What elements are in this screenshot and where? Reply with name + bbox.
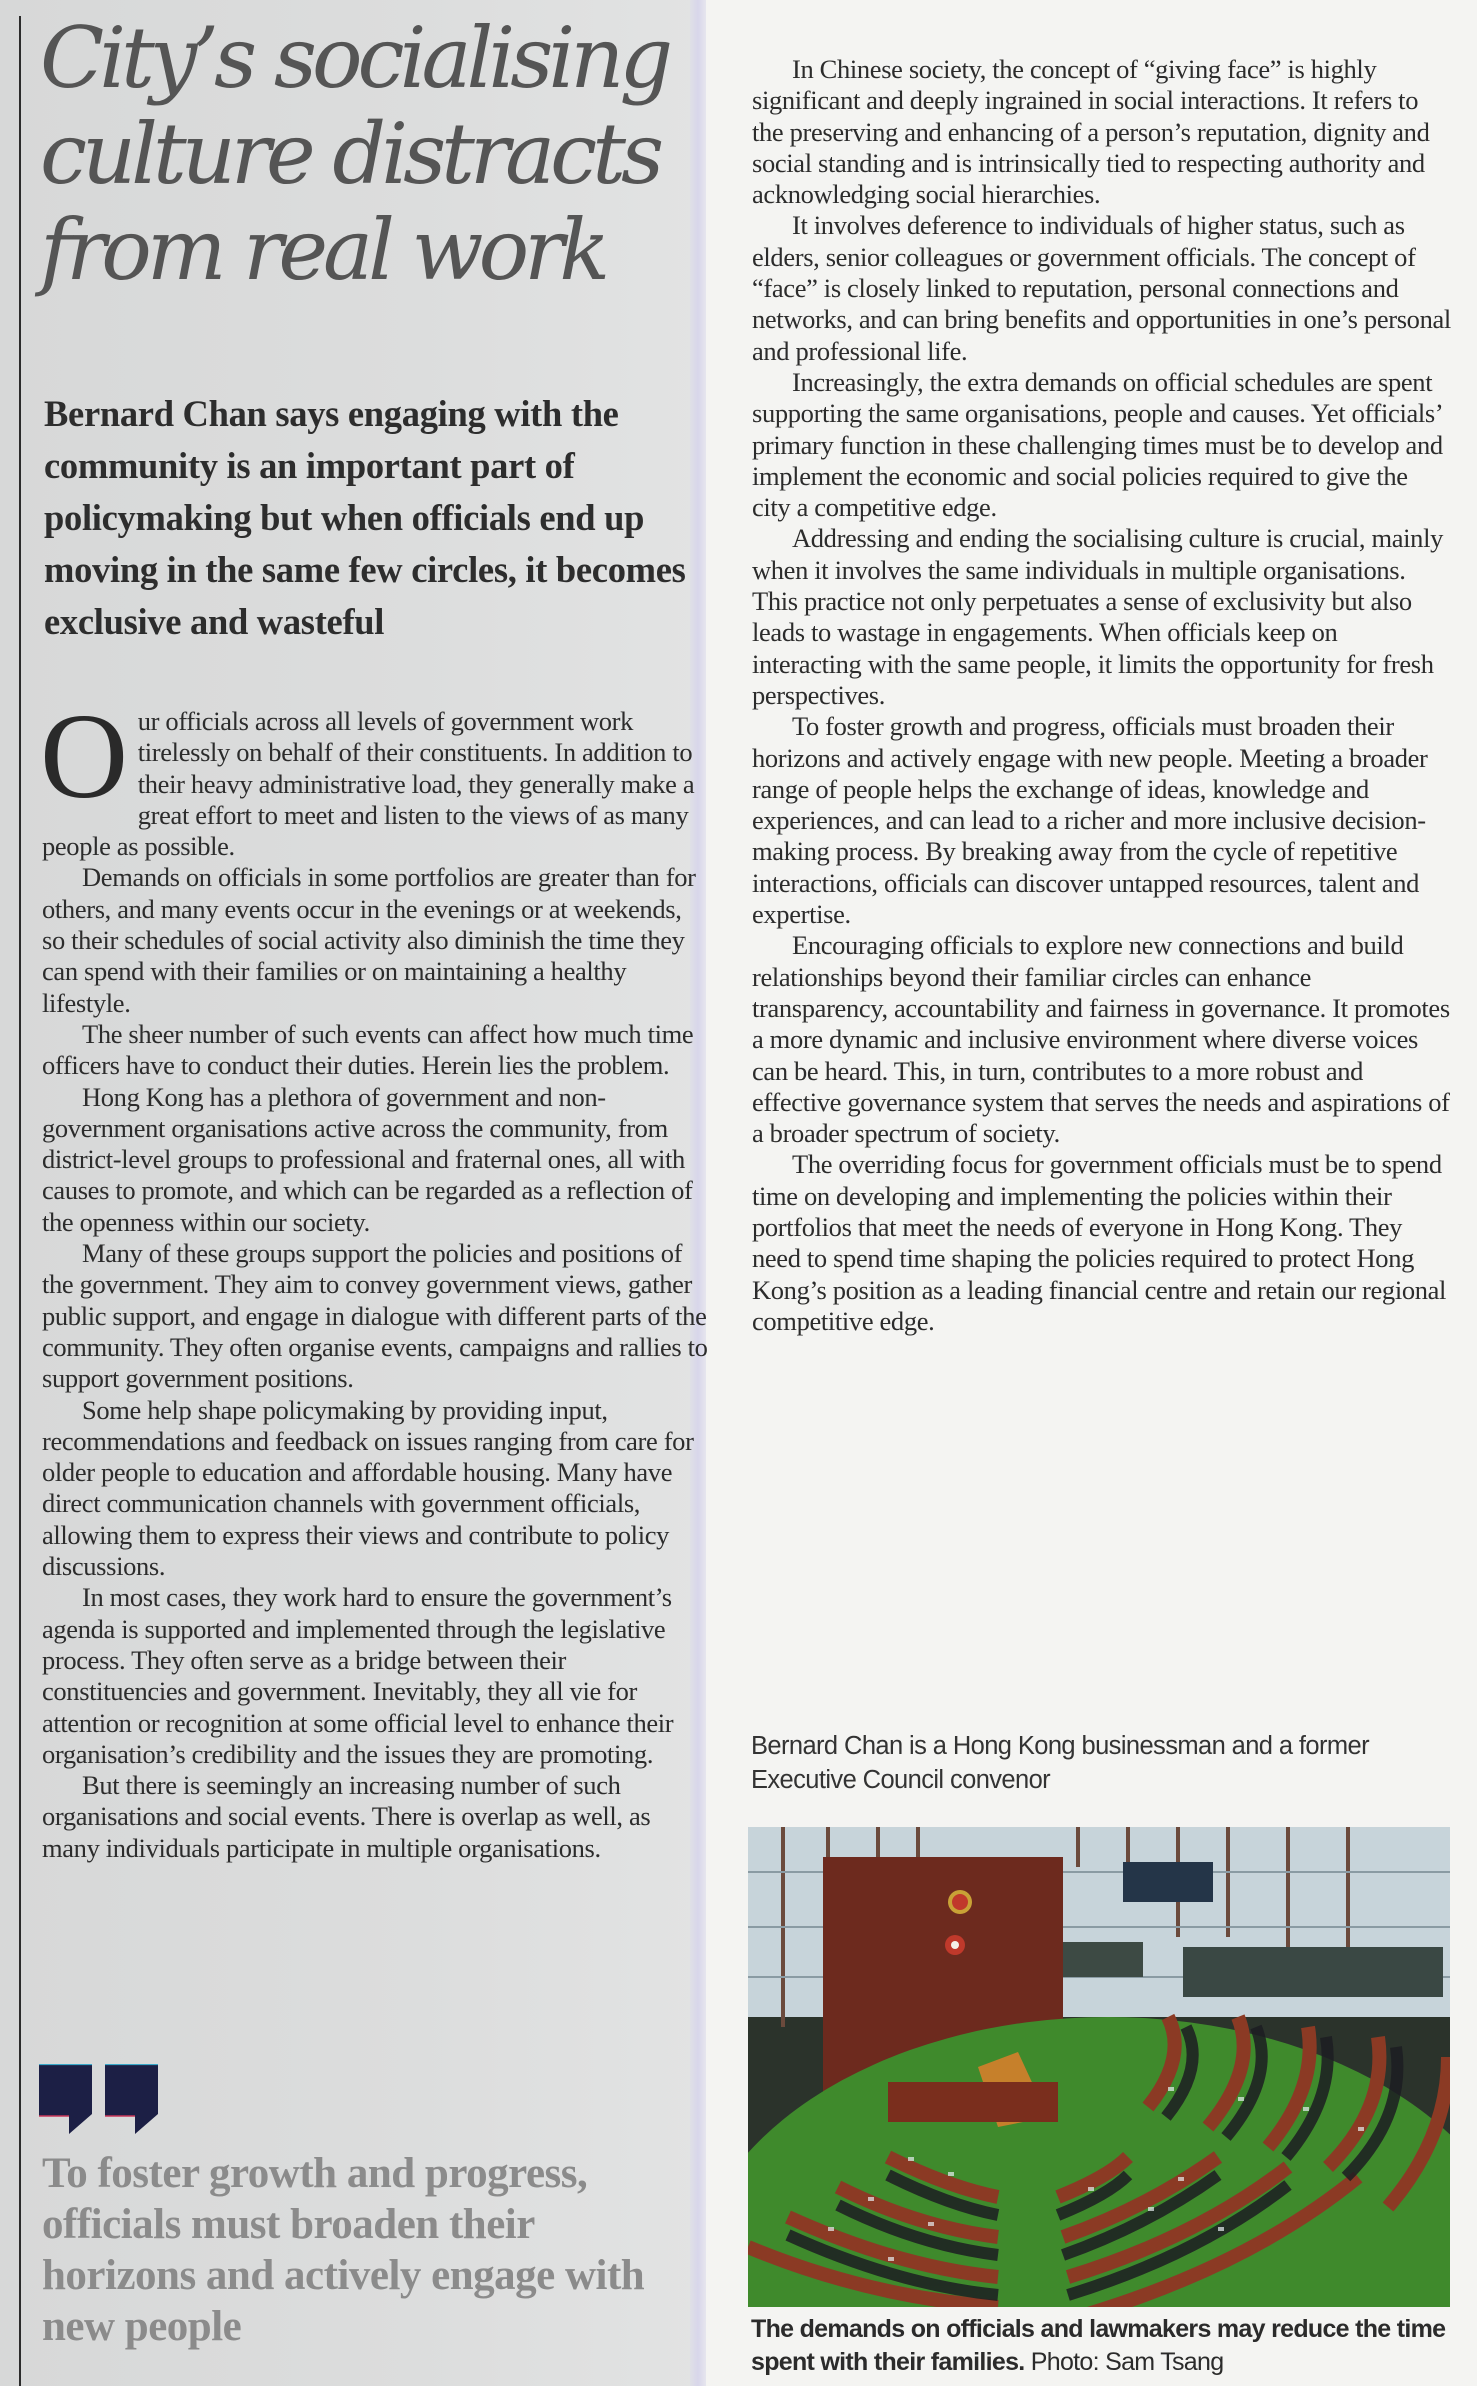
caption-text: The demands on officials and lawmakers may reduce the time spent with their families.: [751, 2315, 1446, 2376]
body-paragraph: To foster growth and progress, officials must broaden their horizons and actively engage with new people. Meeting a broader range of people helps the exchange of ideas, knowledge and experiences, and can lead to a richer and more inclusive decision-making process. By breaking away from the cycle of repetitive interactions, officials can discover untapped resources, talent and expertise.: [752, 711, 1428, 930]
body-paragraph: Addressing and ending the socialising culture is crucial, mainly when it involves the same individuals in multiple organisations. This practice not only perpetuates a sense of exclusivity but also leads to wastage in engagements. When officials keep on interacting with the same people, it limits the opportunity for fresh perspectives.: [752, 523, 1443, 710]
body-paragraph: Many of these groups support the policies and positions of the government. They aim to convey government views, gather public support, and engage in dialogue with different parts of the community. They often organise events, campaigns and rallies to support government positions.: [42, 1238, 708, 1394]
column-rule: [19, 16, 21, 2386]
photo-caption: [751, 2313, 1461, 2379]
body-paragraph: Hong Kong has a plethora of government and non-government organisations active across the community, from district-level groups to professional and fraternal ones, all with causes to promote, and which can be regarded as a reflection of the openness within our society.: [42, 1081, 693, 1237]
body-paragraph: Encouraging officials to explore new connections and build relationships beyond their familiar circles can enhance transparency, accountability and fairness in governance. It promotes a more dynamic and inclusive environment where diverse voices can be heard. This, in turn, contributes to a more robust and effective governance system that serves the needs and aspirations of a broader spectrum of society.: [752, 930, 1450, 1149]
body-paragraph: In Chinese society, the concept of “giving face” is highly significant and deeply ingrained in social interactions. It refers to the preserving and enhancing of a person’s reputation, dignity and social standing and is intrinsically tied to respecting authority and acknowledging social hierarchies.: [752, 54, 1430, 210]
body-paragraph: In most cases, they work hard to ensure the government’s agenda is supported and implemented through the legislative process. They often serve as a bridge between their constituencies and government. Inevitably, they all vie for attention or recognition at some official level to enhance their organisation’s credibility and the issues they are promoting.: [42, 1582, 674, 1769]
body-paragraph-text: ur officials across all levels of government work tirelessly on behalf of their constituents. In addition to their heavy administrative load, they generally make a great effort to meet and listen to the views of as many people as possible.: [42, 706, 695, 862]
body-paragraph: It involves deference to individuals of higher status, such as elders, senior colleagues or government officials. The concept of “face” is closely linked to reputation, personal connections and networks, and can bring benefits and opportunities in one’s personal and professional life.: [752, 210, 1451, 366]
headline: City’s socialising culture distracts from real work: [40, 9, 669, 299]
body-paragraph: Some help shape policymaking by providing input, recommendations and feedback on issues ranging from care for older people to education and affordable housing. Many have direct communication channels with government officials, allowing them to express their views and contribute to policy discussions.: [42, 1394, 694, 1582]
body-paragraph: Increasingly, the extra demands on official schedules are spent supporting the same organisations, people and causes. Yet officials’ primary function in these challenging times must be to develop and implement the economic and social policies required to give the city a competitive edge.: [752, 366, 1443, 523]
photo-illustration: [748, 1827, 1450, 2307]
legco-chamber-photo: [748, 1827, 1450, 2307]
pull-quote: To foster growth and progress, officials must broaden their horizons and actively engage with new people: [42, 2150, 645, 2350]
photo-credit: Photo: Sam Tsang: [1030, 2348, 1224, 2376]
author-bio: Bernard Chan is a Hong Kong businessman and a former Executive Council convenor: [751, 1732, 1370, 1794]
body-column-right: [752, 54, 1452, 1337]
body-paragraph: The sheer number of such events can affect how much time officers have to conduct their duties. Herein lies the problem.: [42, 1018, 694, 1081]
body-paragraph: But there is seemingly an increasing number of such organisations and social events. There is overlap as well, as many individuals participate in multiple organisations.: [42, 1770, 651, 1863]
quote-mark-svg: [39, 2064, 159, 2134]
quote-mark-icon: [39, 2064, 159, 2134]
dropcap: O: [40, 689, 128, 824]
body-paragraph: The overriding focus for government officials must be to spend time on developing and implementing the policies within their portfolios that meet the needs of everyone in Hong Kong. They need to spend time shaping the policies required to protect Hong Kong’s position as a leading financial centre and retain our regional competitive edge.: [752, 1149, 1447, 1336]
body-column-left: [40, 689, 710, 1864]
standfirst: Bernard Chan says engaging with the community is an important part of policymaking but when officials end up moving in the same few circles, it becomes exclusive and wasteful: [44, 393, 686, 642]
body-paragraph: [40, 689, 710, 862]
body-paragraph: Demands on officials in some portfolios are greater than for others, and many events occur in the evenings or at weekends, so their schedules of social activity also diminish the time they can spend with their families or on maintaining a healthy lifestyle.: [42, 862, 696, 1018]
